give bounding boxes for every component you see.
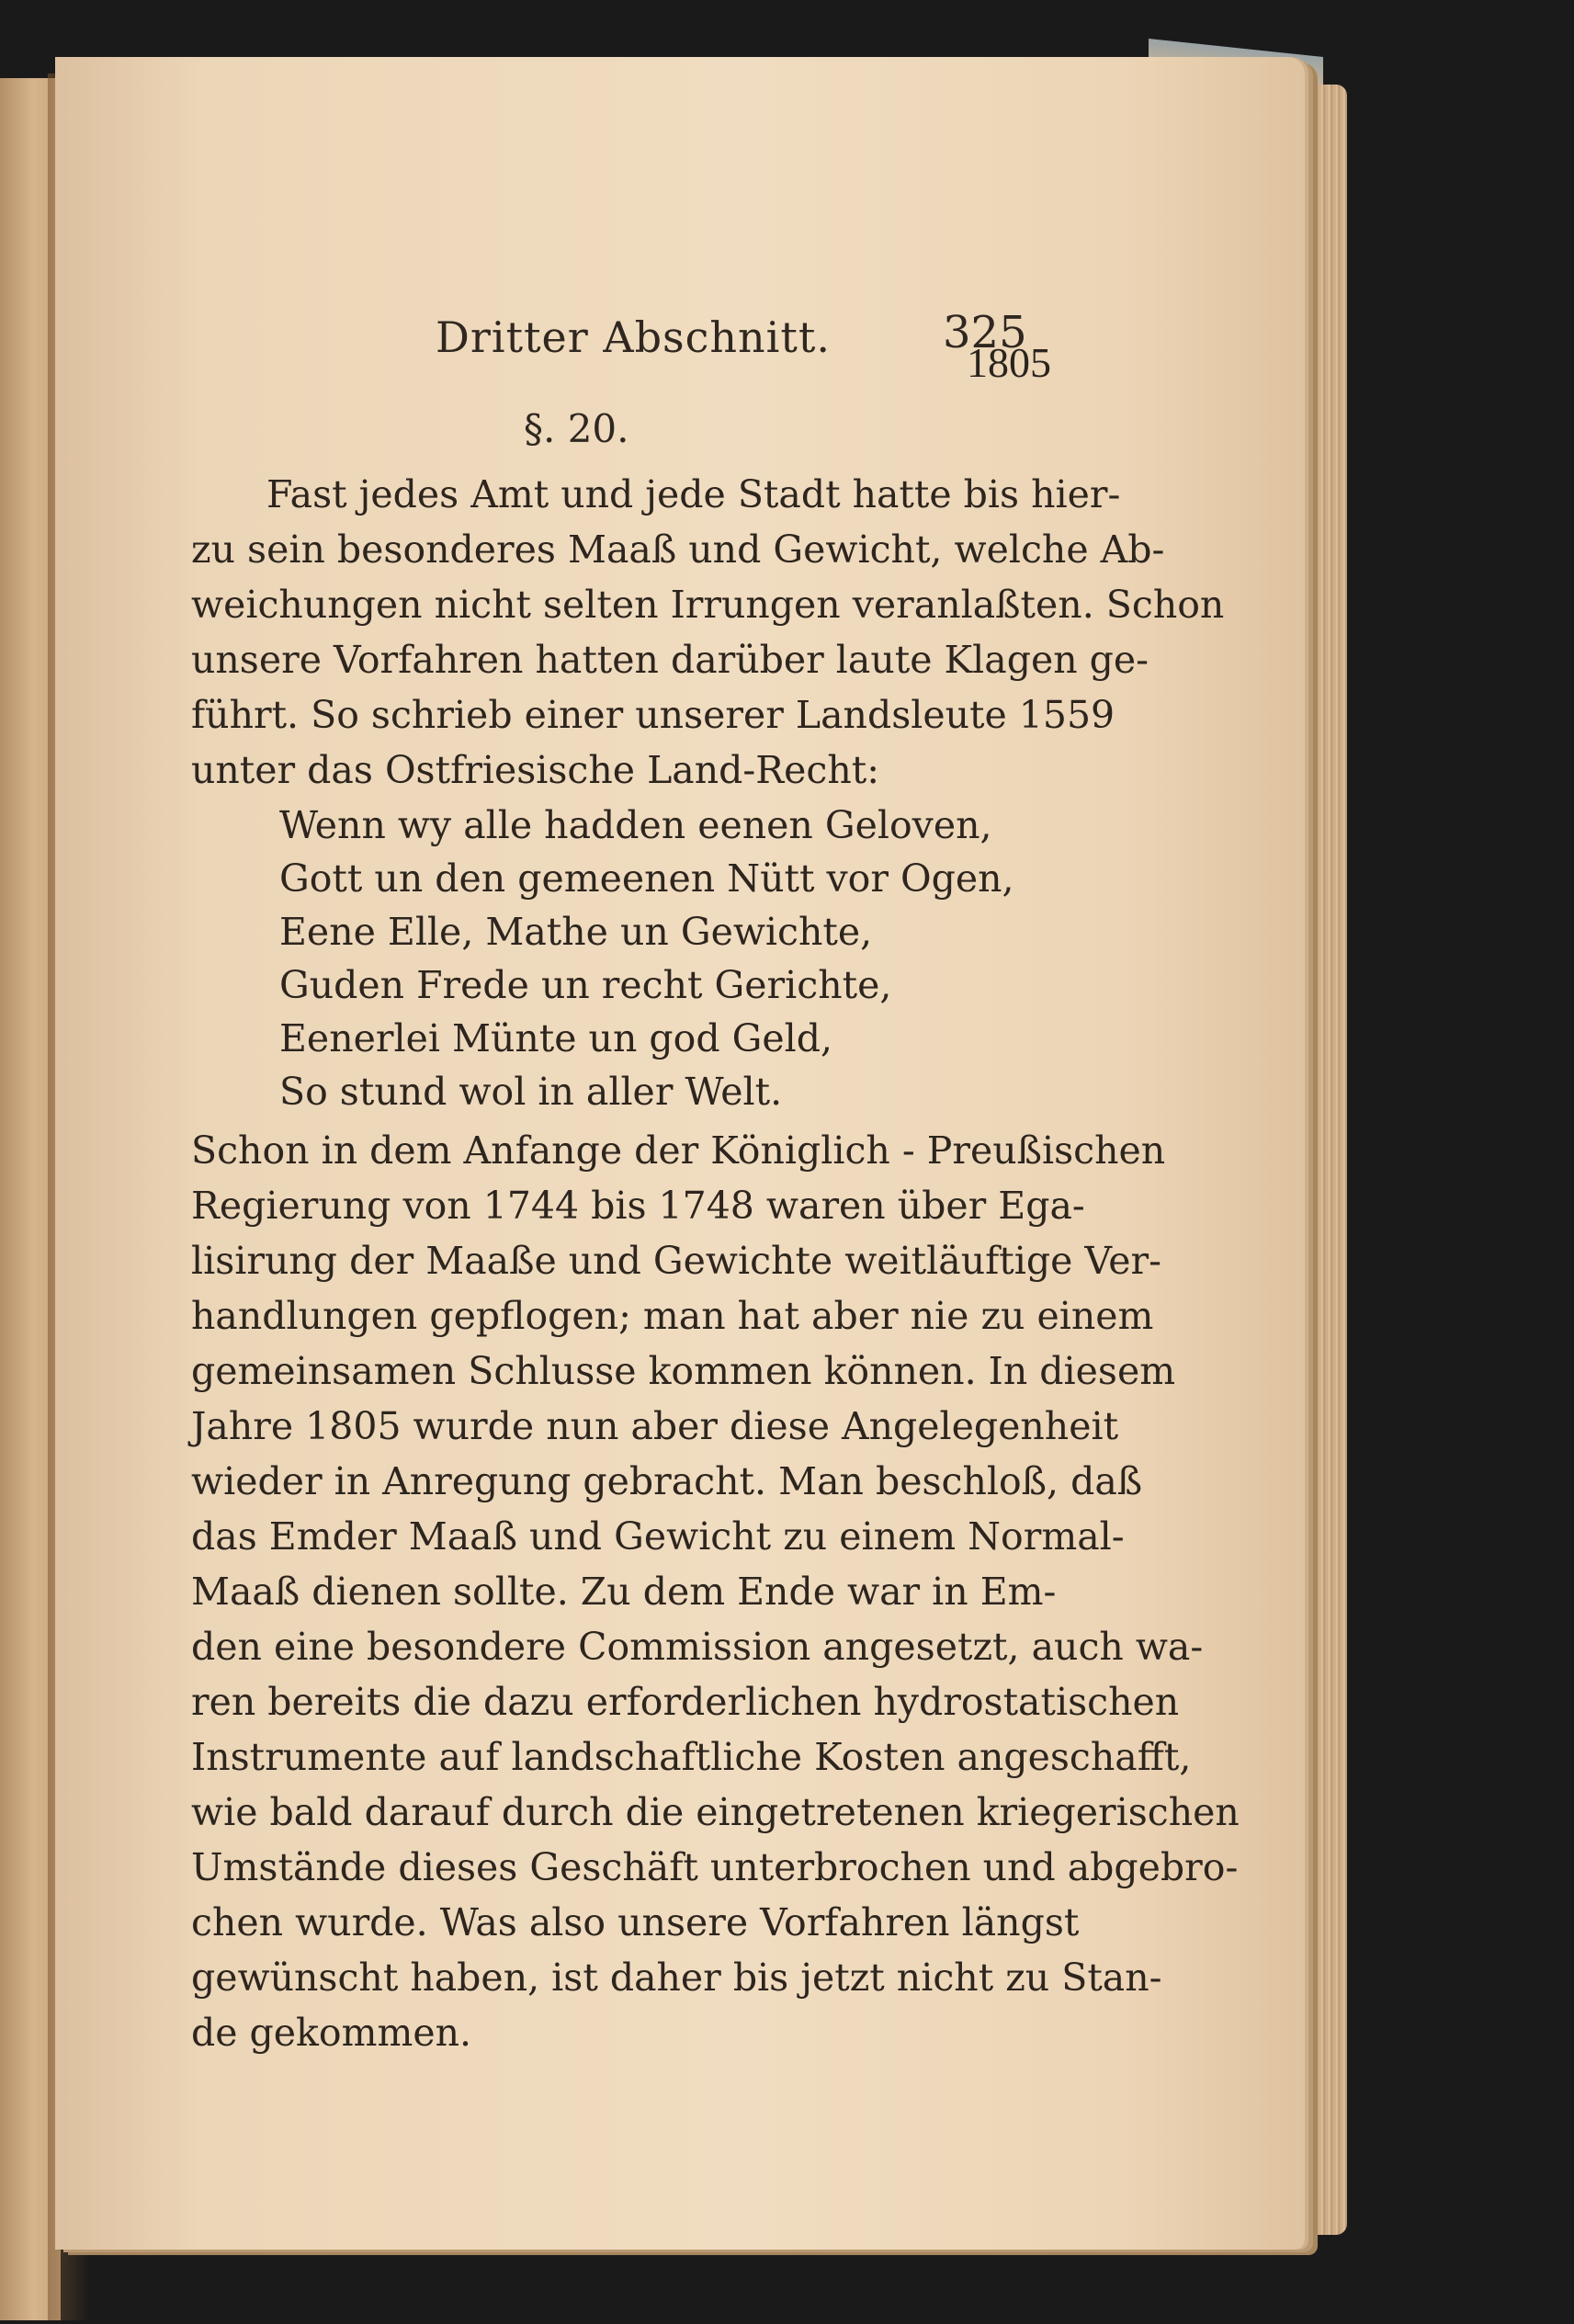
verse-line: So stund wol in aller Welt. [279, 1070, 783, 1114]
paragraph-line: das Emder Maaß und Gewicht zu einem Normal- [191, 1514, 1125, 1559]
paragraph-line: zu sein besonderes Maaß und Gewicht, welche Ab- [191, 527, 1165, 572]
paragraph-line: Jahre 1805 wurde nun aber diese Angelegenheit [191, 1404, 1119, 1448]
paragraph-line: Instrumente auf landschaftliche Kosten angeschafft, [191, 1735, 1192, 1779]
paragraph-line: den eine besondere Commission angesetzt, auch wa- [191, 1625, 1204, 1669]
paragraph-line: de gekommen. [191, 2011, 472, 2055]
paragraph-line: weichungen nicht selten Irrungen veranlaßten. Schon [191, 583, 1225, 627]
verse-line: Guden Frede un recht Gerichte, [279, 963, 892, 1007]
paragraph-line: Umstände dieses Geschäft unterbrochen und abgebro- [191, 1845, 1239, 1889]
paragraph-line: lisirung der Maaße und Gewichte weitläuftige Ver- [191, 1239, 1161, 1283]
paragraph-line: Fast jedes Amt und jede Stadt hatte bis hier- [266, 472, 1121, 516]
book-page [55, 57, 1305, 2250]
paragraph-line: ren bereits die dazu erforderlichen hydrostatischen [191, 1680, 1180, 1724]
paragraph-line: gewünscht haben, ist daher bis jetzt nicht zu Stan- [191, 1956, 1162, 2000]
section-heading: §. 20. [524, 406, 629, 451]
paragraph-line: Schon in dem Anfange der Königlich - Preußischen [191, 1128, 1166, 1173]
paragraph-line: Maaß dienen sollte. Zu dem Ende war in Em- [191, 1570, 1057, 1614]
running-title: Dritter Abschnitt. [436, 312, 831, 362]
paragraph-line: unter das Ostfriesische Land-Recht: [191, 748, 880, 792]
verse-line: Wenn wy alle hadden eenen Geloven, [279, 803, 992, 847]
verse-line: Eenerlei Münte un god Geld, [279, 1016, 833, 1060]
paragraph-line: wieder in Anregung gebracht. Man beschloß, daß [191, 1459, 1143, 1503]
verse-line: Eene Elle, Mathe un Gewichte, [279, 910, 873, 954]
paragraph-line: Regierung von 1744 bis 1748 waren über Ega- [191, 1184, 1085, 1228]
paragraph-line: gemeinsamen Schlusse kommen können. In diesem [191, 1349, 1176, 1393]
paragraph-line: wie bald darauf durch die eingetretenen kriegerischen [191, 1790, 1240, 1834]
margin-year-note: 1805 [967, 339, 1051, 386]
paragraph-line: führt. So schrieb einer unserer Landsleute 1559 [191, 693, 1115, 737]
page-number: 325 [943, 307, 1027, 358]
paragraph-line: chen wurde. Was also unsere Vorfahren längst [191, 1900, 1080, 1944]
paragraph-line: unsere Vorfahren hatten darüber laute Klagen ge- [191, 638, 1149, 682]
page-edge-stack [1305, 85, 1347, 2235]
paragraph-line: handlungen gepflogen; man hat aber nie zu einem [191, 1294, 1154, 1338]
verse-line: Gott un den gemeenen Nütt vor Ogen, [279, 856, 1014, 901]
